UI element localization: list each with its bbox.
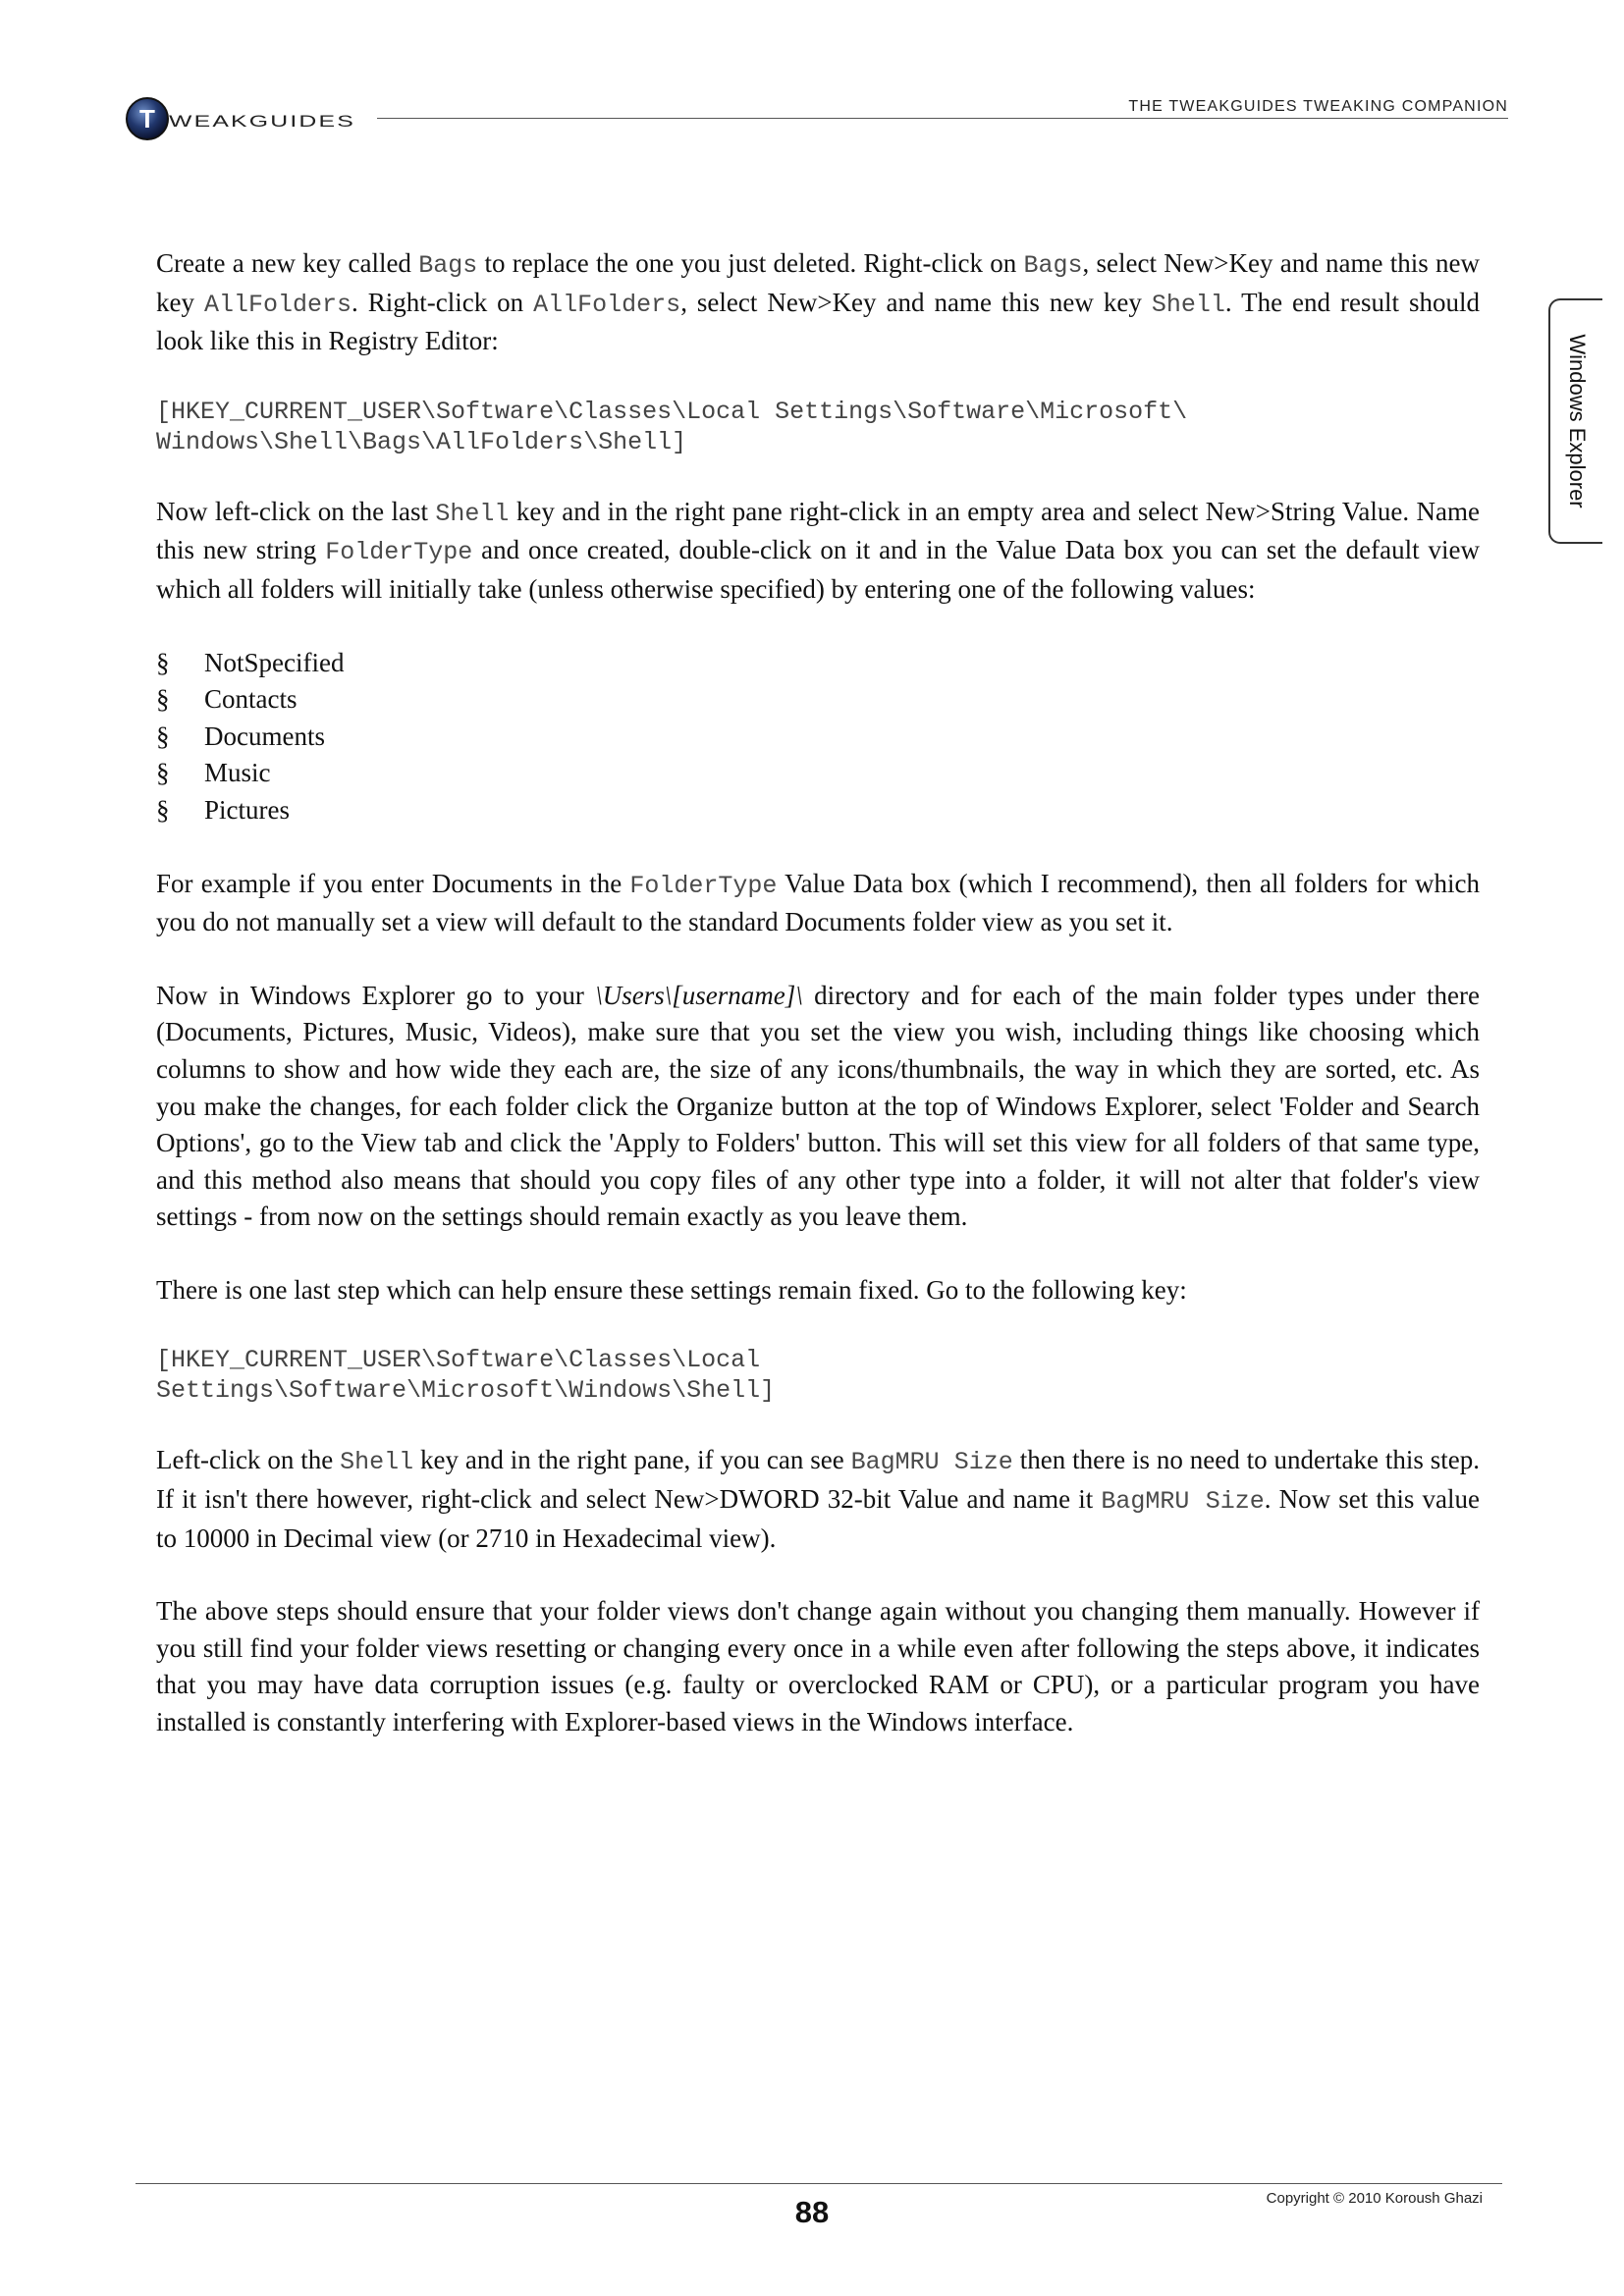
list-item: § Contacts — [156, 684, 298, 715]
inline-code: Shell — [340, 1448, 414, 1477]
value-list — [156, 645, 1480, 829]
tweakguides-logo — [126, 94, 361, 143]
inline-code: BagMRU Size — [1101, 1487, 1265, 1517]
list-item: § NotSpecified — [156, 647, 345, 677]
svg-text:T: T — [139, 104, 155, 133]
paragraph-last-step: There is one last step which can help ensure these settings remain fixed. Go to the following key: — [156, 1274, 1187, 1305]
inline-code: Shell — [1151, 290, 1225, 319]
footer-rule — [135, 2183, 1502, 2184]
inline-code: Bags — [1023, 251, 1083, 280]
paragraph-example: For example if you enter Documents in the FolderType Value Data box (which I recommend), then all folders for which you do not manually set a view will default to the standard Documents folder view as you set it. — [156, 868, 1480, 937]
inline-code: Bags — [418, 251, 478, 280]
italic-path: \Users\[username]\ — [595, 980, 803, 1010]
inline-code: AllFolders — [533, 290, 681, 319]
header-title: THE TWEAKGUIDES TWEAKING COMPANION — [1128, 98, 1508, 115]
document-body — [156, 245, 1480, 1778]
paragraph-foldertype: Now left-click on the last Shell key and in the right pane right-click in an empty area and select New>String Value. Name this new string FolderType and once created, double-click on it and in the Value Data box you can set the default view which all folders will initially take (unless otherwise specified) by entering one of the following values: — [156, 496, 1480, 604]
page-number: 88 — [794, 2195, 830, 2229]
list-item: § Pictures — [156, 794, 290, 825]
inline-code: AllFolders — [203, 290, 352, 319]
inline-code: FolderType — [325, 538, 473, 567]
paragraph-create-bags-key: Create a new key called Bags to replace the one you just deleted. Right-click on Bags, select New>Key and name this new key AllFolders. Right-click on AllFolders, select New>Key and name this new key Shell. The end result should look like this in Registry Editor: — [156, 248, 1480, 356]
side-tab-label: Windows Explorer — [1564, 334, 1590, 508]
paragraph-conclusion: The above steps should ensure that your folder views don't change again without you changing them manually. However if you still find your folder views resetting or changing every once in a while even after following the steps above, it indicates that you may have data corruption issues (e.g. faulty or overclocked RAM or CPU), or a particular program you have installed is constantly interfering with Explorer-based views in the Windows interface. — [156, 1596, 1480, 1737]
list-item: § Music — [156, 758, 271, 788]
page-header — [126, 94, 1508, 143]
list-item: § Documents — [156, 721, 325, 751]
inline-code: BagMRU Size — [850, 1448, 1013, 1477]
registry-path-block: [HKEY_CURRENT_USER\Software\Classes\Local Settings\Software\Microsoft\ Windows\Shell\Bags\AllFolders\Shell] — [156, 397, 1188, 456]
inline-code: Shell — [435, 499, 510, 528]
svg-text:WEAKGUIDES: WEAKGUIDES — [169, 112, 355, 131]
paragraph-bagmru: Left-click on the Shell key and in the right pane, if you can see BagMRU Size then there is no need to undertake this step. If it isn't there however, right-click and select New>DWORD 32-bit Value and name it BagMRU Size. Now set this value to 10000 in Decimal view (or 2710 in Hexadecimal view). — [156, 1445, 1481, 1553]
inline-code: FolderType — [629, 871, 778, 900]
registry-path-block: [HKEY_CURRENT_USER\Software\Classes\Local Settings\Software\Microsoft\Windows\Shell] — [156, 1346, 776, 1406]
section-side-tab — [1548, 298, 1602, 544]
header-rule — [377, 118, 1508, 119]
copyright-notice: Copyright © 2010 Koroush Ghazi — [1266, 2190, 1483, 2207]
paragraph-windows-explorer: Now in Windows Explorer go to your \Users\[username]\ directory and for each of the main folder types under there (Documents, Pictures, Music, Videos), make sure that you set the view you wish, including things like choosing which columns to show and how wide they each are, the size of any icons/thumbnails, the way in which they are sorted, etc. As you make the changes, for each folder click the Organize button at the top of Windows Explorer, select 'Folder and Search Options', go to the View tab and click the 'Apply to Folders' button. This will set this view for all folders of that same type, and this method also means that should you copy files of any other type into a folder, it will not alter that folder's view settings - from now on the settings should remain exactly as you leave them. — [156, 980, 1481, 1232]
